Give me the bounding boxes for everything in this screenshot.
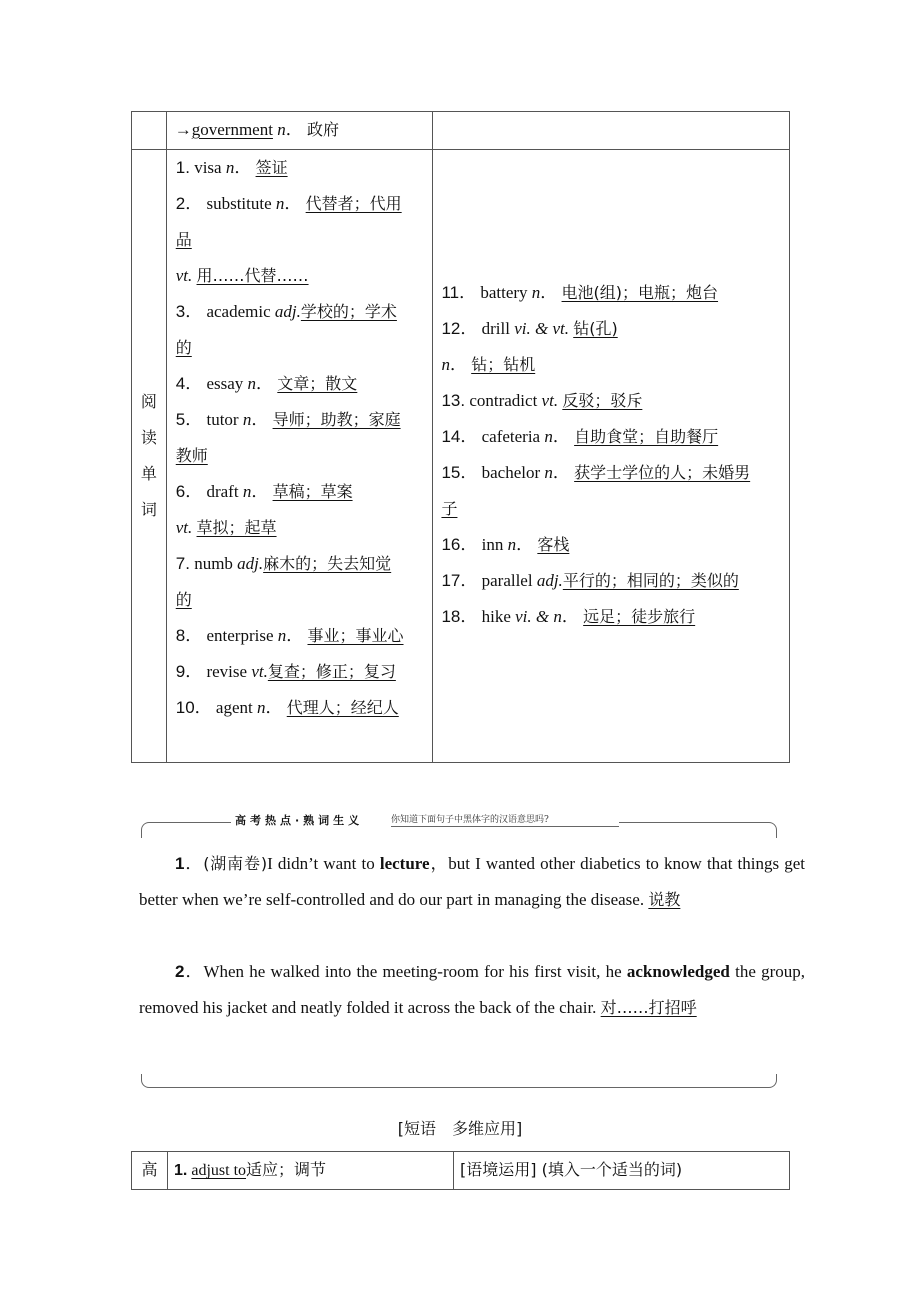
entry-number: 9． — [175, 662, 203, 681]
entry-number: 14． — [441, 427, 478, 446]
entry-word: academic — [206, 302, 271, 321]
entry-meaning-cont: 子 — [441, 499, 458, 518]
vocab-entry-sub — [176, 510, 427, 546]
entry-meaning: 复查；修正；复习 — [267, 662, 396, 681]
vocab-left-column — [166, 150, 433, 763]
box-corner-left — [141, 822, 151, 838]
label-cell-empty — [132, 112, 167, 150]
box-corner-right — [767, 822, 777, 838]
sentence-number: 2 — [175, 962, 185, 981]
phrase-table — [131, 1151, 790, 1190]
entry-sep: ． — [561, 607, 579, 626]
vocab-entry — [441, 419, 785, 455]
entry-pos: vt. — [175, 266, 193, 285]
entry-sep: ． — [256, 374, 274, 393]
reading-words-label — [132, 150, 167, 763]
entry-meaning: 文章；散文 — [277, 374, 358, 393]
entry-sep: ． — [540, 283, 558, 302]
entry-pos: n — [257, 698, 266, 717]
entry-sep: ． — [284, 194, 302, 213]
entry-meaning: 学校的；学术 — [300, 302, 397, 321]
entry-number: 12． — [441, 319, 478, 338]
vocab-entry — [441, 599, 785, 635]
entry-meaning: 代理人；经纪人 — [286, 698, 399, 717]
vocab-entry-cont — [441, 491, 785, 527]
entry-word: hike — [481, 607, 511, 626]
entry-meaning-cont: 的 — [175, 590, 192, 609]
vocab-right-column — [433, 150, 790, 763]
entry-pos: n — [544, 463, 553, 482]
vocab-entry — [176, 546, 427, 582]
vocab-entry — [441, 383, 785, 419]
vocab-entry — [176, 294, 427, 330]
vocab-entry-sub — [441, 347, 785, 383]
entry-pos: n — [247, 374, 257, 393]
sentence-text: the group, removed his jacket and neatly folded it across the back of the chair. — [139, 962, 806, 1017]
entry-word: visa — [194, 158, 222, 177]
entry-word: draft — [206, 482, 239, 501]
entry-meaning: 钻；钻机 — [471, 355, 536, 374]
entry-pos: adj. — [274, 302, 301, 321]
example-sentence-1 — [139, 846, 805, 918]
entry-word: revise — [206, 662, 248, 681]
entry-sep: ． — [449, 355, 467, 374]
entry-meaning: 客栈 — [537, 535, 570, 554]
sentence-answer: 说教 — [648, 890, 681, 909]
entry-meaning: 导师；助教；家庭 — [272, 410, 401, 429]
entry-meaning: 电池(组)；电瓶；炮台 — [561, 283, 719, 302]
entry-pos: vt. — [541, 391, 559, 410]
vocab-entry-cont — [176, 438, 427, 474]
vocab-table-main-row — [132, 150, 790, 763]
entry-word: parallel — [481, 571, 533, 590]
vocab-entry — [176, 366, 427, 402]
entry-number: 5． — [175, 410, 203, 429]
entry-meaning: 平行的；相同的；类似的 — [562, 571, 739, 590]
vocab-meaning: 政府 — [306, 120, 339, 139]
vocab-entry — [176, 618, 427, 654]
sentence-text: ，but I wanted other diabetics to know that things get better when we’re self-controlled and do our part in managing the disease. — [139, 854, 805, 909]
sentence-source: (湖南卷) — [203, 854, 268, 873]
sentence-answer: 对……打招呼 — [600, 998, 697, 1017]
entry-sep: ． — [251, 482, 269, 501]
label-char: 读 — [140, 428, 157, 447]
entry-meaning: 事业；事业心 — [307, 626, 404, 645]
box-line-left — [149, 822, 231, 823]
entry-number: 11． — [441, 283, 477, 302]
vocab-entry-cont — [176, 222, 427, 258]
entry-number: 15． — [441, 463, 478, 482]
entry-meaning: 代替者；代用 — [305, 194, 402, 213]
vocab-entry — [176, 690, 427, 726]
phrase-section-title: [短语 多维应用] — [397, 1119, 523, 1138]
vocab-entry — [176, 654, 427, 690]
vocab-entry — [441, 275, 785, 311]
entry-meaning: 草稿；草案 — [272, 482, 353, 501]
hot-box-bottom-border — [141, 1074, 777, 1088]
entry-word: inn — [481, 535, 504, 554]
entry-meaning: 钻(孔) — [573, 319, 618, 338]
entry-word: agent — [215, 698, 253, 717]
entry-pos: adj. — [536, 571, 563, 590]
entry-word: numb — [194, 554, 233, 573]
top-row-right-cell — [433, 112, 790, 150]
entry-word: contradict — [469, 391, 538, 410]
entry-meaning-cont: 的 — [175, 338, 192, 357]
entry-meaning: 自助食堂；自助餐厅 — [574, 427, 719, 446]
arrow-icon: → — [174, 120, 192, 139]
vocab-word: government — [191, 120, 273, 139]
vocab-entry — [176, 150, 427, 186]
vocab-entry — [176, 402, 427, 438]
entry-pos: n — [531, 283, 541, 302]
entry-pos: n — [277, 626, 287, 645]
entry-sep: ． — [516, 535, 534, 554]
entry-number: 16． — [441, 535, 478, 554]
vocab-table-top-row — [132, 112, 790, 150]
phrase-meaning: 适应；调节 — [246, 1160, 327, 1179]
entry-number: 7. — [175, 554, 190, 573]
entry-sep: ． — [286, 626, 304, 645]
phrase-number: 1. — [174, 1162, 188, 1179]
vocab-entry-cont — [176, 582, 427, 618]
entry-word: substitute — [206, 194, 272, 213]
entry-sep: ． — [552, 463, 570, 482]
entry-word: tutor — [206, 410, 239, 429]
entry-pos: vi. & n — [515, 607, 562, 626]
entry-number: 8． — [175, 626, 203, 645]
phrase-right-cell: [语境运用] (填入一个适当的词) — [454, 1152, 790, 1190]
phrase-text: adjust to — [191, 1162, 247, 1179]
entry-pos: n — [242, 482, 252, 501]
entry-word: cafeteria — [481, 427, 541, 446]
entry-sep: ． — [234, 158, 252, 177]
entry-meaning: 远足；徒步旅行 — [583, 607, 696, 626]
entry-number: 3． — [175, 302, 203, 321]
entry-pos: vt. — [175, 518, 193, 537]
entry-word: drill — [481, 319, 510, 338]
sentence-number: 1 — [175, 854, 185, 873]
entry-number: 2． — [175, 194, 203, 213]
entry-number: 17． — [441, 571, 478, 590]
entry-meaning: 反驳；驳斥 — [562, 391, 643, 410]
entry-meaning: 用……代替…… — [196, 266, 309, 285]
entry-number: 1. — [175, 158, 190, 177]
vocab-entry — [441, 311, 785, 347]
sentence-sep: ． — [184, 854, 204, 873]
keyword-bold: acknowledged — [626, 962, 730, 981]
box-line-right — [619, 822, 769, 823]
entry-sep: ． — [251, 410, 269, 429]
entry-meaning: 签证 — [255, 158, 288, 177]
label-char: 词 — [140, 500, 157, 519]
vocab-entry — [441, 563, 785, 599]
vocab-entry-sub — [176, 258, 427, 294]
vocab-entry — [441, 455, 785, 491]
entry-sep: ． — [552, 427, 570, 446]
entry-word: enterprise — [206, 626, 274, 645]
hot-box-top-border — [141, 814, 777, 836]
entry-pos: n — [441, 355, 450, 374]
vocab-entry-cont — [176, 330, 427, 366]
phrase-row — [132, 1152, 790, 1190]
entry-number: 6． — [175, 482, 203, 501]
entry-number: 4． — [175, 374, 203, 393]
entry-word: battery — [480, 283, 528, 302]
entry-pos: n — [275, 194, 285, 213]
entry-meaning-cont: 教师 — [175, 446, 208, 465]
vocab-sep: ． — [285, 120, 303, 139]
vocab-entry — [441, 527, 785, 563]
entry-meaning: 麻木的；失去知觉 — [263, 554, 392, 573]
sentence-text: When he walked into the meeting-room for his first visit, he — [203, 962, 627, 981]
sentence-sep: ． — [184, 962, 204, 981]
entry-pos: vt. — [251, 662, 268, 681]
example-sentence-2 — [139, 954, 805, 1026]
vocab-pos: n — [277, 120, 286, 139]
entry-number: 18． — [441, 607, 478, 626]
top-row-left-cell — [166, 112, 433, 150]
entry-word: essay — [206, 374, 244, 393]
entry-sep: ． — [265, 698, 283, 717]
hot-box-subtitle: 你知道下面句子中黑体字的汉语意思吗? — [391, 812, 619, 827]
entry-pos: n — [242, 410, 252, 429]
vocab-table — [131, 111, 790, 763]
entry-pos: n — [544, 427, 553, 446]
entry-meaning: 草拟；起草 — [196, 518, 277, 537]
entry-number: 10． — [175, 698, 212, 717]
entry-meaning-cont: 品 — [175, 230, 192, 249]
entry-pos: n — [507, 535, 517, 554]
entry-pos: vi. & vt. — [514, 319, 569, 338]
label-char: 单 — [140, 464, 157, 483]
phrase-label-cell: 高 — [132, 1152, 168, 1190]
phrase-left-cell — [168, 1152, 454, 1190]
entry-number: 13. — [441, 391, 466, 410]
label-char: 阅 — [140, 392, 157, 411]
entry-pos: n — [225, 158, 235, 177]
entry-pos: adj. — [237, 554, 264, 573]
sentence-text: I didn’t want to — [267, 854, 380, 873]
vocab-entry — [176, 474, 427, 510]
keyword-bold: lecture — [379, 854, 430, 873]
entry-word: bachelor — [481, 463, 541, 482]
entry-meaning: 获学士学位的人；未婚男 — [574, 463, 751, 482]
hot-box-title: 高考热点·熟词生义 — [231, 812, 367, 828]
vocab-entry — [176, 186, 427, 222]
